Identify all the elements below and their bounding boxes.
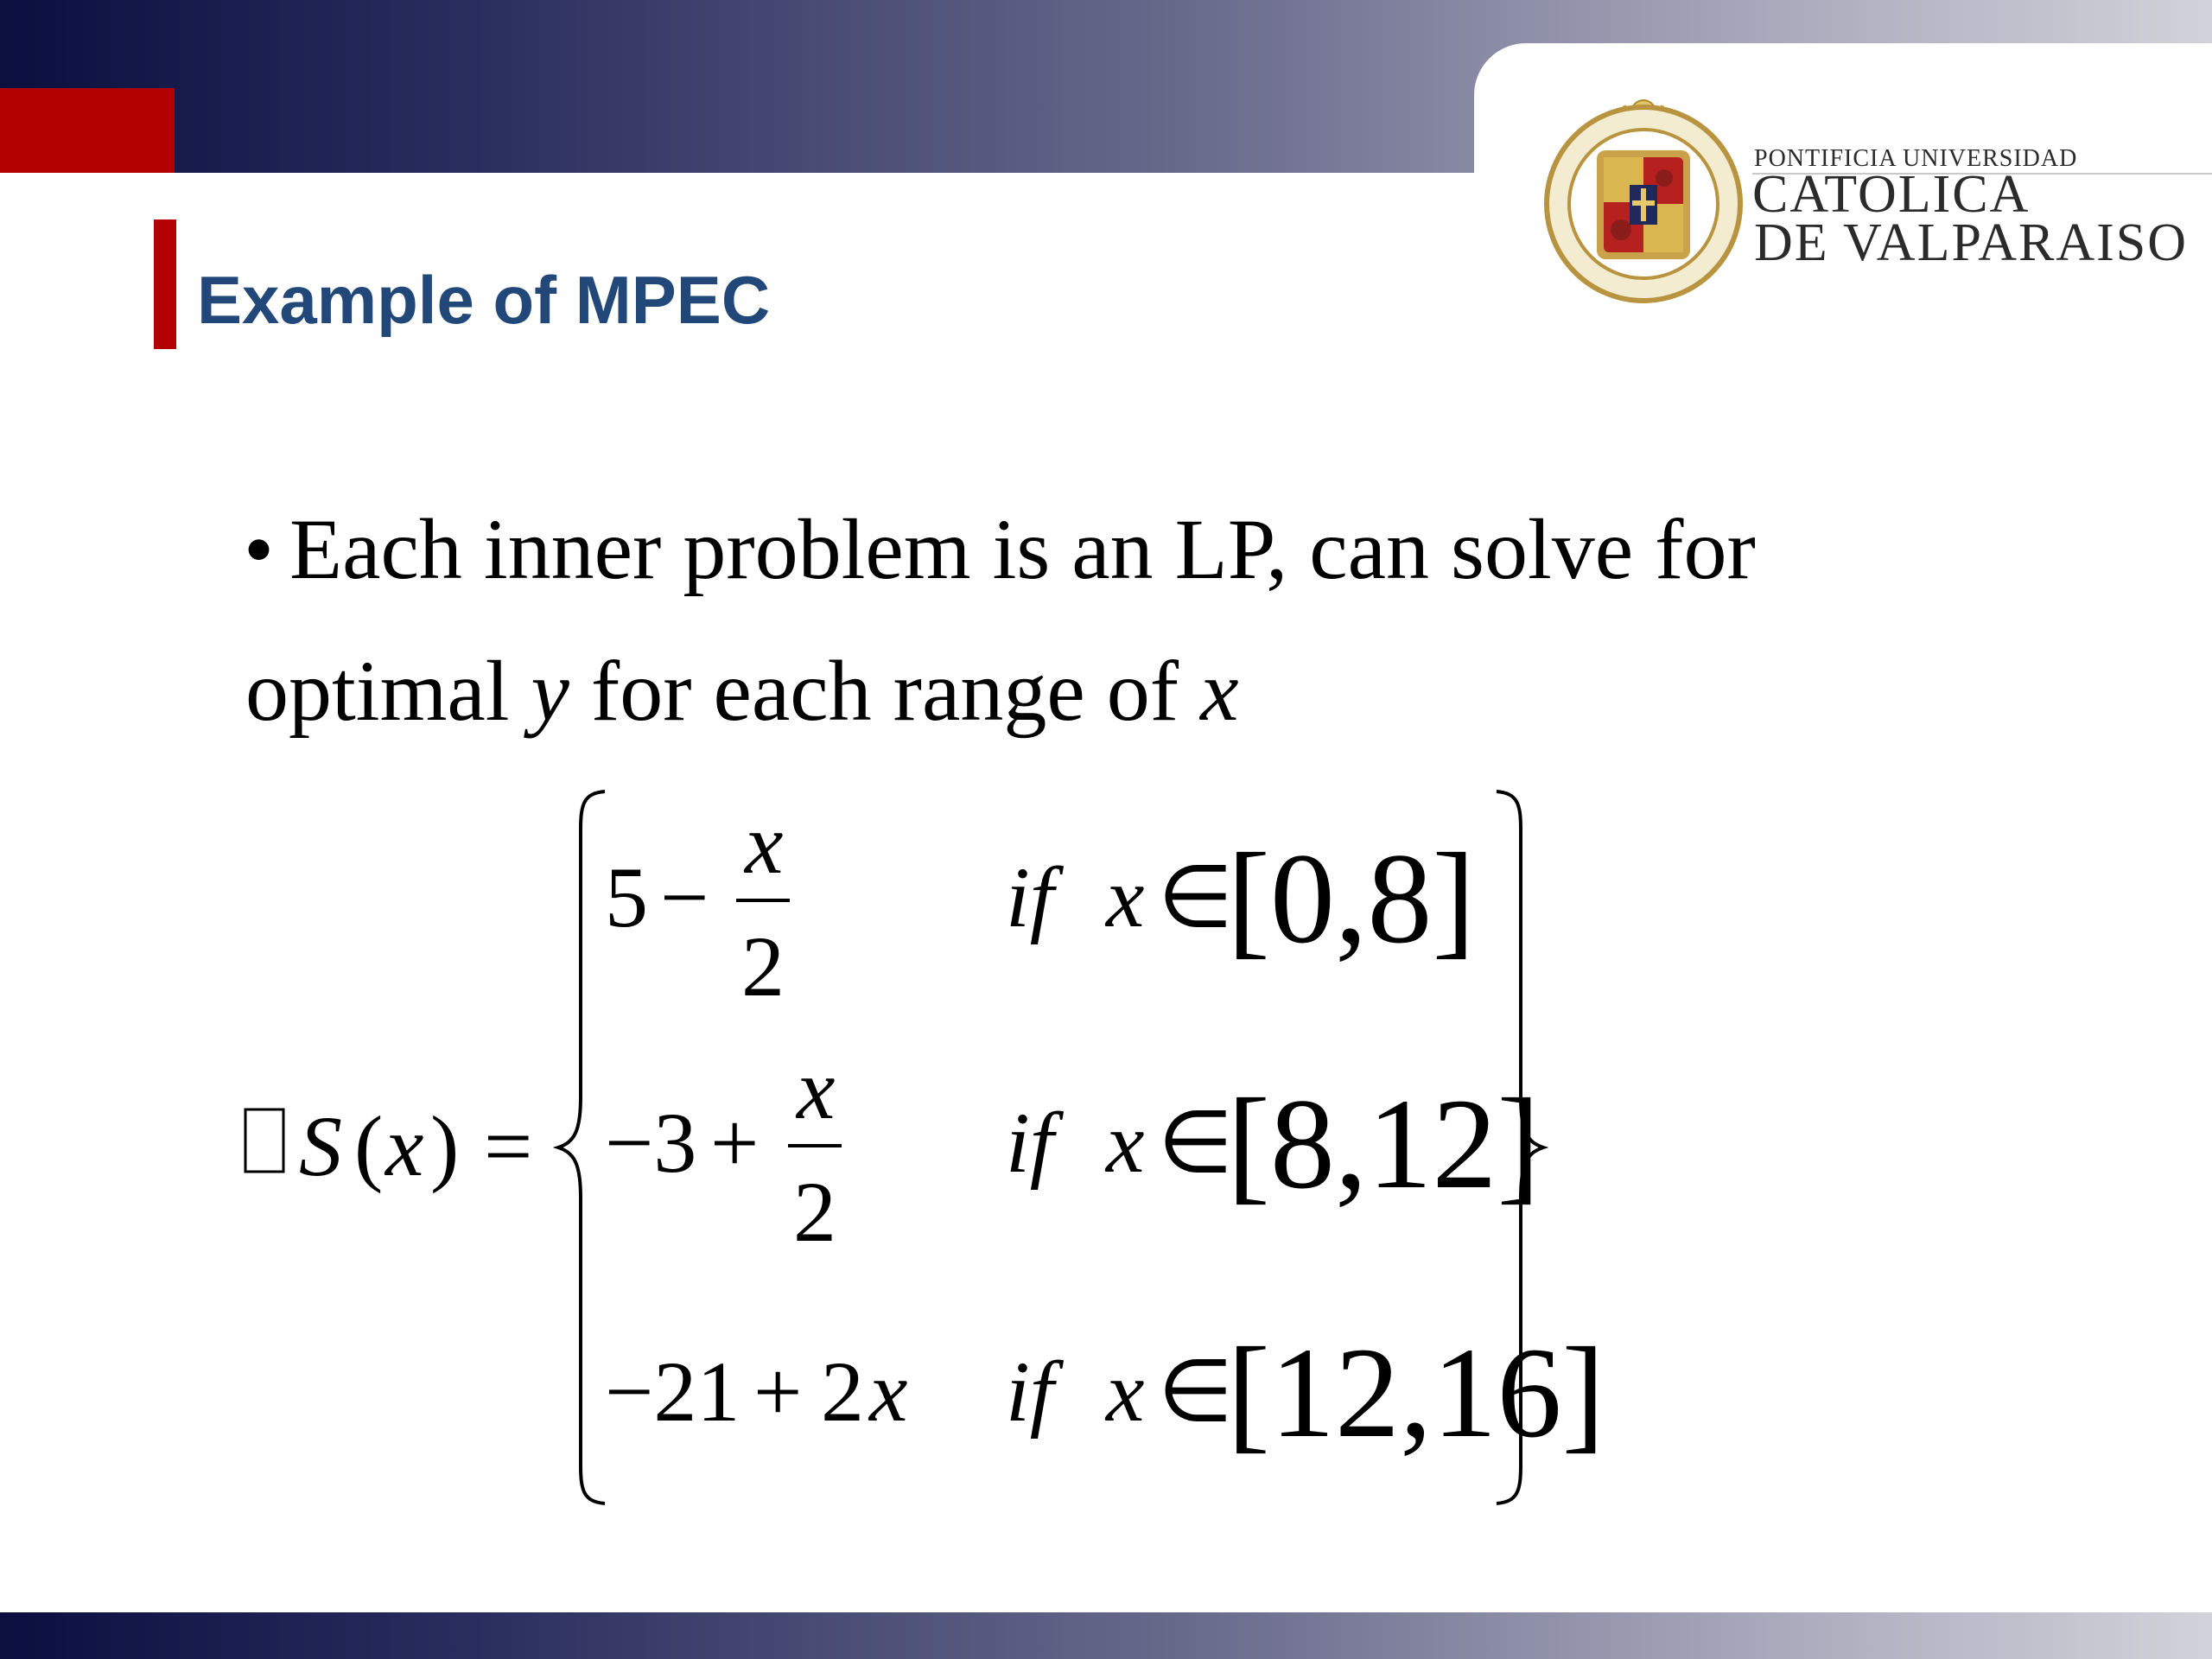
case3-minus-21: −21: [605, 1344, 741, 1440]
bullet-text-2a: optimal: [245, 643, 510, 739]
case1-x: x: [1106, 849, 1145, 945]
slide-title: Example of MPEC: [197, 262, 771, 338]
case3-if: if: [1006, 1344, 1054, 1440]
case2-denominator: 2: [793, 1164, 836, 1260]
case1-if: if: [1006, 849, 1054, 945]
case2-x: x: [1106, 1095, 1145, 1191]
case1-five: 5: [605, 849, 648, 945]
university-name-line2: CATOLICA: [1752, 165, 2031, 224]
case3-x-term: x: [869, 1344, 908, 1440]
bullet-marker: •: [244, 501, 275, 597]
case1-interval: [0,8]: [1227, 827, 1476, 970]
case3-plus: +: [753, 1344, 803, 1440]
case2-interval: [8,12]: [1227, 1072, 1541, 1216]
case3-interval: [12,16]: [1227, 1321, 1605, 1465]
case1-element-of: ∈: [1158, 849, 1234, 945]
case1-denominator: 2: [741, 918, 785, 1014]
case1-minus: −: [660, 849, 709, 945]
bullet-var-x: x: [1200, 643, 1239, 739]
university-name-line1: PONTIFICIA UNIVERSIDAD: [1754, 145, 2078, 172]
university-name-line3: DE VALPARAISO: [1754, 213, 2189, 272]
case2-numerator-x: x: [797, 1041, 836, 1137]
missing-glyph-box: [245, 1109, 283, 1172]
formula-paren-open: (: [354, 1098, 384, 1194]
left-brace: [558, 791, 605, 1503]
bullet-var-y: y: [531, 643, 569, 739]
case3-two: 2: [821, 1344, 864, 1440]
formula-x-arg: x: [385, 1098, 424, 1194]
case3-x: x: [1106, 1344, 1145, 1440]
formula-S: S: [299, 1098, 342, 1194]
case2-element-of: ∈: [1158, 1095, 1234, 1191]
case3-element-of: ∈: [1158, 1344, 1234, 1440]
case2-plus: +: [710, 1095, 760, 1191]
formula-equals: =: [484, 1098, 533, 1194]
case1-numerator-x: x: [745, 796, 784, 892]
case2-minus-three: −3: [605, 1095, 697, 1191]
footer-band: [0, 1612, 2212, 1659]
bullet-text-2b: for each range of: [590, 643, 1179, 739]
bullet-text-1: Each inner problem is an LP, can solve for: [289, 501, 1756, 597]
case2-if: if: [1006, 1095, 1054, 1191]
formula-paren-close: ): [430, 1098, 460, 1194]
